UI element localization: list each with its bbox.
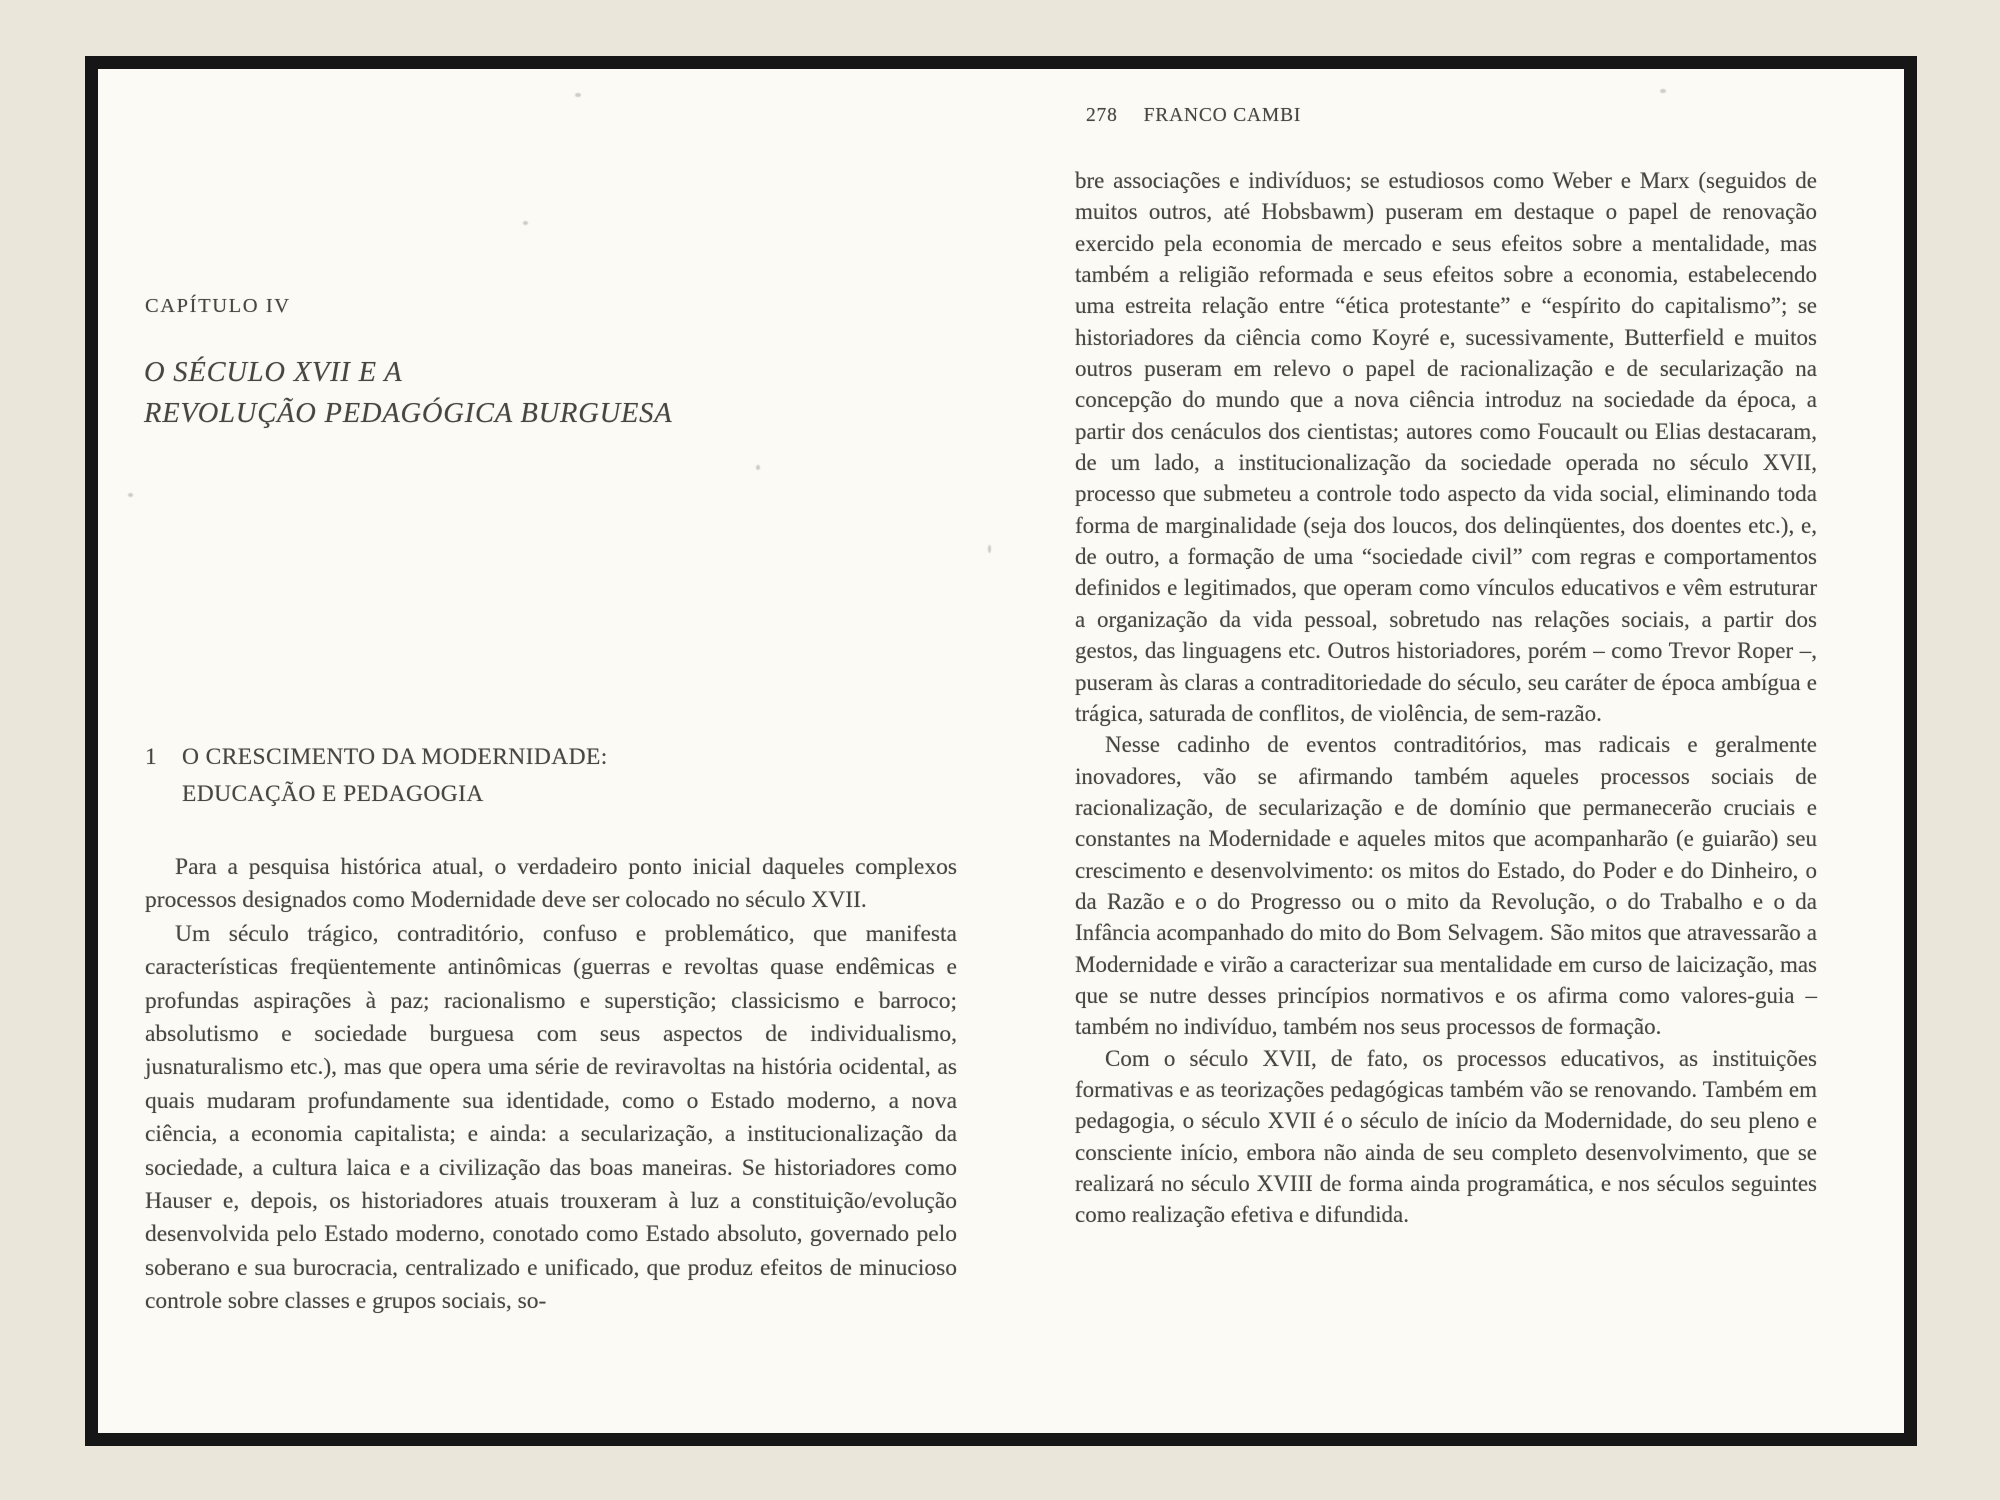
section-number: 1 <box>145 744 158 770</box>
chapter-title-line-2: REVOLUÇÃO PEDAGÓGICA BURGUESA <box>144 398 673 429</box>
scan-speck <box>1660 89 1666 93</box>
scan-speck <box>128 493 133 497</box>
running-header <box>1086 105 1301 127</box>
chapter-title-line-1: O SÉCULO XVII E A <box>144 357 403 388</box>
right-page-body <box>1075 165 1817 1231</box>
paragraph: Um século trágico, contraditório, confuso e problemático, que manifesta características freqüentemente antinômicas (guerras e revoltas quase endêmicas e profundas aspirações à paz; racionalismo e superstição; classicismo e barroco; absolutismo e sociedade burguesa com seus aspectos de individualismo, jusnaturalismo etc.), mas que opera uma série de reviravoltas na história ocidental, as quais mudaram profundamente sua identidade, como o Estado moderno, a nova ciência, a economia capitalista; e ainda: a secularização, a institucionalização da sociedade, a cultura laica e a civilização das boas maneiras. Se historiadores como Hauser e, depois, os historiadores atuais trouxeram à luz a constituição/evolução desenvolvida pelo Estado moderno, conotado como Estado absoluto, governado pelo soberano e sua burocracia, centralizado e unificado, que produz efeitos de minucioso controle sobre classes e grupos sociais, so- <box>145 920 957 1315</box>
section-heading-line-2: EDUCAÇÃO E PEDAGOGIA <box>182 781 484 807</box>
scan-speck <box>575 93 581 97</box>
running-title: FRANCO CAMBI <box>1143 105 1302 126</box>
scan-speck <box>523 221 528 225</box>
paragraph: Para a pesquisa histórica atual, o verdadeiro ponto inicial daqueles complexos processos designados como Modernidade deve ser colocado no século XVII. <box>145 854 957 914</box>
section-heading <box>145 739 608 813</box>
section-heading-line-1: O CRESCIMENTO DA MODERNIDADE: <box>182 744 608 770</box>
left-page-body <box>145 851 957 1319</box>
scan-speck <box>988 545 991 553</box>
page-number: 278 <box>1086 105 1118 126</box>
paragraph: Nesse cadinho de eventos contraditórios, mas radicais e geralmente inovadores, vão se afirmando também aqueles processos sociais de racionalização, de secularização e de domínio que permanecerão cruciais e constantes na Modernidade e aqueles mitos que acompanharão (e guiarão) seu crescimento e desenvolvimento: os mitos do Estado, do Poder e do Dinheiro, o da Razão e o do Progresso ou o mito da Revolução, o do Trabalho e o da Infância acompanhado do mito do Bom Selvagem. São mitos que atravessarão a Modernidade e virão a caracterizar sua mentalidade em curso de laicização, mas que se nutre desses princípios normativos e os afirma como valores-guia – também no indivíduo, também nos seus processos de formação. <box>1075 732 1817 1040</box>
paragraph: bre associações e indivíduos; se estudiosos como Weber e Marx (seguidos de muitos outros, até Hobsbawm) puseram em destaque o papel de renovação exercido pela economia de mercado e seus efeitos sobre a mentalidade, mas também a religião reformada e seus efeitos sobre a economia, estabelecendo uma estreita relação entre “ética protestante” e “espírito do capitalismo”; se historiadores da ciência como Koyré e, sucessivamente, Butterfield e muitos outros puseram em relevo o papel de racionalização e de secularização na concepção do mundo que a nova ciência introduz na sociedade da época, a partir dos cenáculos dos cientistas; autores como Foucault ou Elias destacaram, de um lado, a institucionalização da sociedade operada no século XVII, processo que submeteu a controle todo aspecto da vida social, eliminando toda forma de marginalidade (seja dos loucos, dos delinqüentes, dos doentes etc.), e, de outro, a formação de uma “sociedade civil” com regras e comportamentos definidos e legitimados, que operam como vínculos educativos e vêm estruturar a organização da vida pessoal, sobretudo nas relações sociais, a partir dos gestos, das linguagens etc. Outros historiadores, porém – como Trevor Roper –, puseram às claras a contraditoriedade do século, seu caráter de época ambígua e trágica, saturada de conflitos, de violência, de sem-razão. <box>1075 168 1817 726</box>
scan-speck <box>756 465 760 470</box>
chapter-title <box>144 352 672 434</box>
chapter-label: CAPÍTULO IV <box>145 295 291 317</box>
scan-border-frame <box>85 56 1917 1446</box>
paragraph: Com o século XVII, de fato, os processos educativos, as instituições formativas e as teorizações pedagógicas também vão se renovando. Também em pedagogia, o século XVII é o século de início da Modernidade, do seu pleno e consciente início, embora não ainda de seu completo desenvolvimento, que se realizará no século XVIII de forma ainda programática, e nos séculos seguintes como realização efetiva e difundida. <box>1075 1045 1817 1228</box>
